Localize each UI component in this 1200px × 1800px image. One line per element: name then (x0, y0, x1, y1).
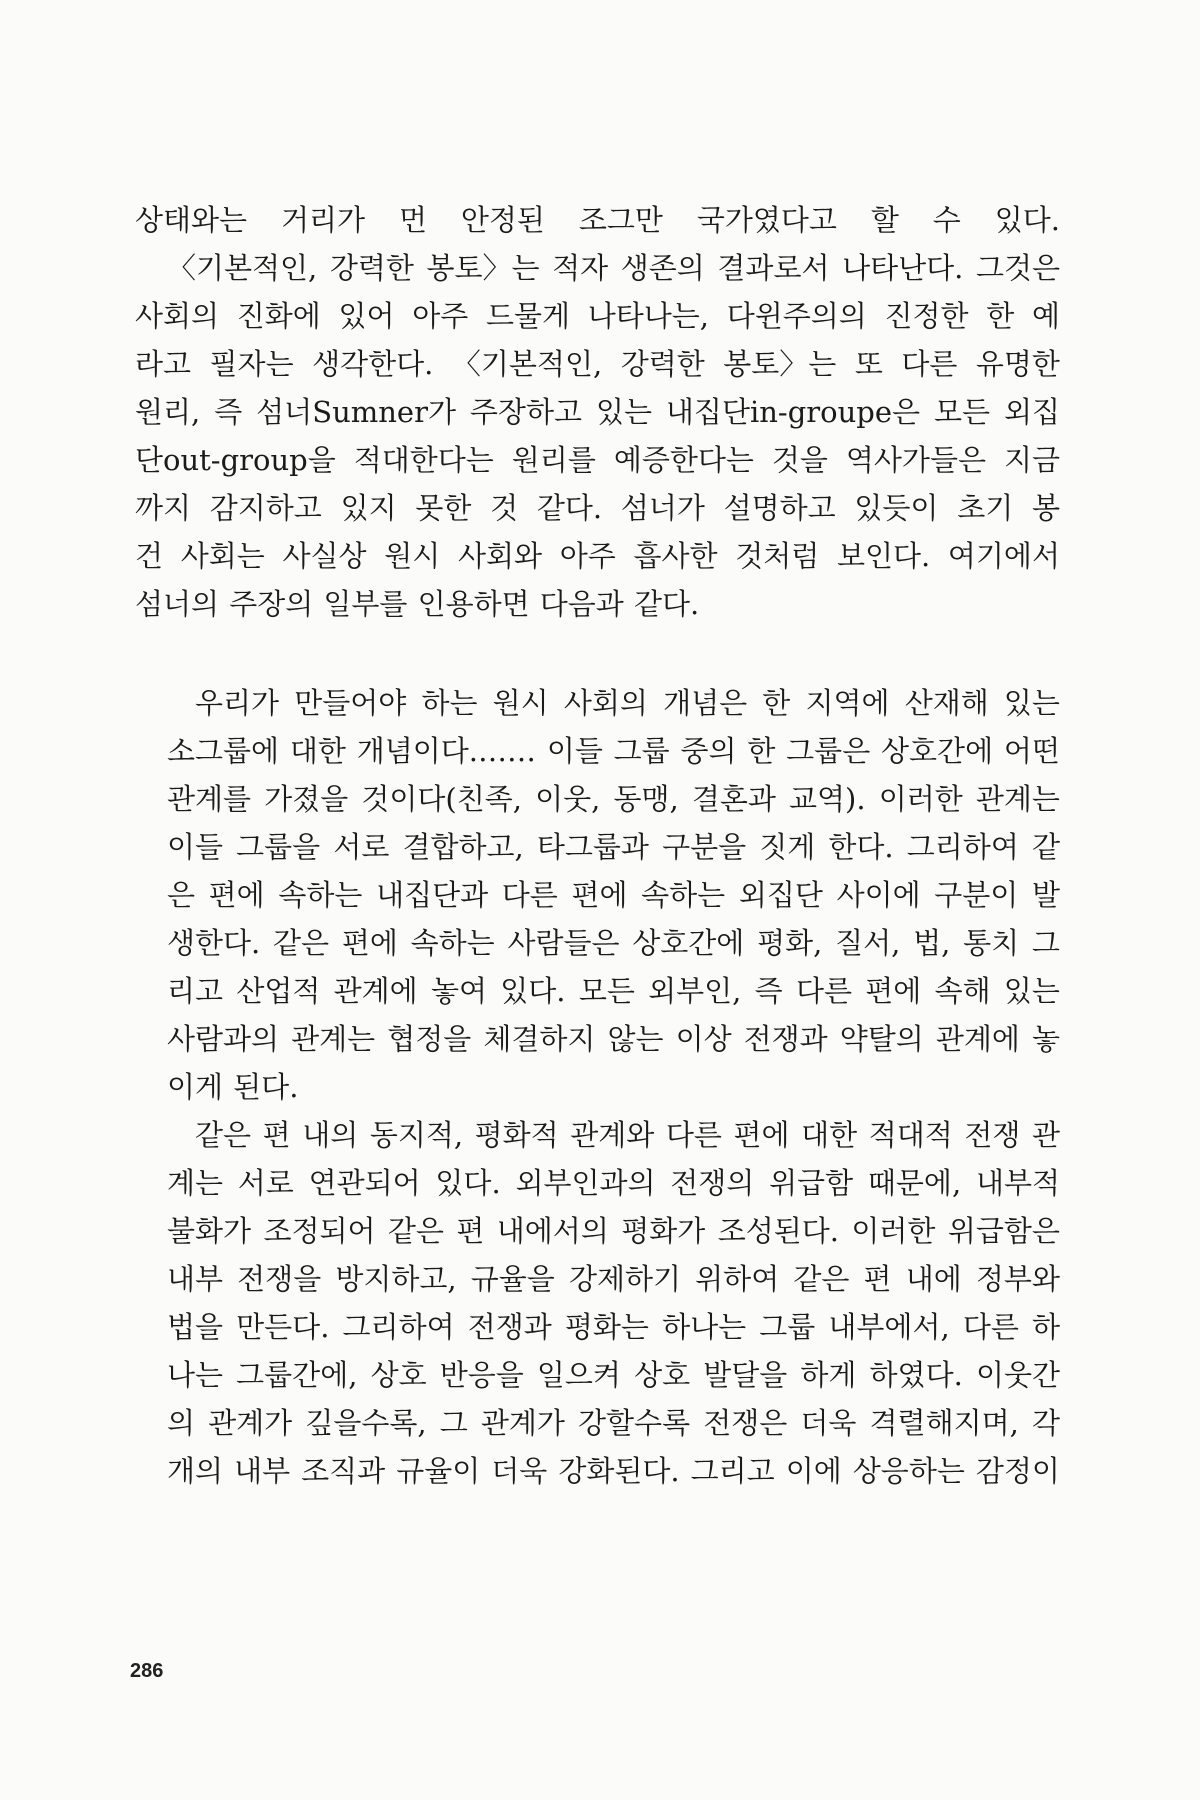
word: 아주 (412, 299, 469, 333)
word: 더욱 (491, 1454, 548, 1488)
word: 전쟁은 (703, 1406, 788, 1440)
word: 원리, (135, 395, 201, 429)
word: 같다. (633, 587, 700, 621)
text-line (167, 727, 1060, 775)
word: 이들 (167, 830, 224, 864)
word: 예증한다는 (613, 443, 754, 477)
word: 아주 (559, 539, 616, 573)
word: 다윈주의의 (726, 299, 867, 333)
word: 섬너가 (620, 491, 705, 525)
word: 원시 (492, 686, 549, 720)
word: 수 (932, 203, 961, 237)
word: 봉 (1031, 491, 1060, 525)
word: 외집 (1003, 395, 1060, 429)
word: 격렬해지며, (869, 1406, 1019, 1440)
word: 인용하면 (417, 587, 530, 621)
word: 않는 (607, 1022, 664, 1056)
word: 조성된다. (717, 1214, 839, 1248)
word: 이게 (167, 1070, 224, 1104)
word: 전쟁의 (670, 1166, 755, 1200)
word: 지역에 (805, 686, 890, 720)
word: 만들어야 (294, 686, 407, 720)
word: 내부 (167, 1262, 224, 1296)
word: 관계는 (975, 782, 1060, 816)
word: 각 (1031, 1406, 1060, 1440)
word: 발달을 (703, 1358, 788, 1392)
word: 속하는 (641, 878, 726, 912)
word: 초기 (957, 491, 1014, 525)
word: 진정한 (884, 299, 969, 333)
text-line (167, 1063, 1060, 1111)
text-line (167, 1303, 1060, 1351)
word: 내집단과 (376, 878, 489, 912)
word: 동지적, (369, 1118, 464, 1152)
word: 전쟁과 (743, 1022, 828, 1056)
word: 의 (167, 1406, 196, 1440)
word: 때문에, (867, 1166, 962, 1200)
word: 관계에 (333, 974, 418, 1008)
word: 여기에서 (947, 539, 1060, 573)
word: 연관되어 (308, 1166, 421, 1200)
word: 관계가 (480, 1406, 565, 1440)
word: 한 (762, 686, 791, 720)
word: 결혼과 (691, 782, 776, 816)
text-line (167, 1111, 1060, 1159)
word: 한 (747, 734, 776, 768)
word: 생존의 (620, 251, 705, 285)
word: 하였다. (869, 1358, 963, 1392)
word: 있는 (595, 395, 652, 429)
word: 내부적 (975, 1166, 1060, 1200)
word: 상호 (370, 1358, 427, 1392)
text-line (167, 775, 1060, 823)
word: 강제하기 (568, 1262, 682, 1296)
word: 강력한 (329, 251, 414, 285)
word: 계는 (167, 1166, 224, 1200)
word: 그룹간에, (236, 1358, 358, 1392)
word: 예 (1031, 299, 1060, 333)
word: 섬너의 (135, 587, 220, 621)
word: 소그룹에 (167, 734, 280, 768)
word: 다른 (665, 1118, 722, 1152)
word: 일부를 (323, 587, 408, 621)
word: 어떤 (1003, 734, 1060, 768)
word: 것 (490, 491, 519, 525)
word: 관계가 (208, 1406, 293, 1440)
word: 결과로서 (717, 251, 830, 285)
word: 라고 (135, 347, 192, 381)
word: 있다. (435, 1166, 501, 1200)
word: 그 (1031, 926, 1060, 960)
word: 전쟁 (964, 1118, 1021, 1152)
word: 불화가 (167, 1214, 252, 1248)
word: 나타난다. (842, 251, 964, 285)
word: 관계는 (291, 1022, 376, 1056)
word: 같은 (793, 1262, 850, 1296)
word: 강화된다. (558, 1454, 680, 1488)
text-line (167, 871, 1060, 919)
word: 있어 (338, 299, 395, 333)
page-number: 286 (130, 1660, 164, 1682)
word: 짓게 (759, 830, 816, 864)
word: 중의 (680, 734, 737, 768)
word: 서로 (237, 1166, 294, 1200)
word: 구분이 (934, 878, 1019, 912)
word: 법을 (167, 1310, 224, 1344)
word: 감정이 (975, 1454, 1060, 1488)
word: 개념은 (663, 686, 748, 720)
word: 내부에서, (828, 1310, 950, 1344)
word: 다른 (795, 974, 852, 1008)
word: 진화에 (236, 299, 321, 333)
word: 그것은 (975, 251, 1060, 285)
text-line (167, 1207, 1060, 1255)
word: 체결하지 (483, 1022, 596, 1056)
word: 즉 (214, 395, 243, 429)
word: 결합하고, (402, 830, 524, 864)
word: 이상 (675, 1022, 732, 1056)
word: 다른 (962, 1310, 1019, 1344)
word: 산재해 (904, 686, 989, 720)
word: 깊을수록, (305, 1406, 427, 1440)
word: 산업적 (236, 974, 321, 1008)
word: 조그만 (578, 203, 663, 237)
word: 편 (262, 1118, 291, 1152)
word: 사회와 (457, 539, 542, 573)
word: 내의 (302, 1118, 359, 1152)
word: 내집단in-groupe은 (665, 395, 921, 429)
word: 그리하여 (342, 1310, 455, 1344)
word: 된다. (233, 1070, 299, 1104)
word: 규율을 (470, 1262, 555, 1296)
word: 편에 (733, 1118, 790, 1152)
word: 있듯이 (854, 491, 939, 525)
word: 사회는 (180, 539, 265, 573)
word: 반응을 (439, 1358, 524, 1392)
word: 다른 (501, 878, 558, 912)
text-line (167, 1159, 1060, 1207)
text-line (135, 532, 1060, 580)
word: 편에 (341, 926, 398, 960)
word: 모든 (578, 974, 635, 1008)
word: 것처럼 (735, 539, 820, 573)
word: 관계에 (935, 1022, 1020, 1056)
word: 사람들은 (507, 926, 620, 960)
word: 대한 (289, 734, 346, 768)
word: 외집단 (738, 878, 823, 912)
word: 더욱 (800, 1406, 857, 1440)
word: 적자 (552, 251, 609, 285)
text-line (167, 967, 1060, 1015)
word: 편에 (865, 974, 922, 1008)
word: 즉 (754, 974, 783, 1008)
word: 할 (870, 203, 899, 237)
word: 속하는 (410, 926, 495, 960)
word: 구분을 (662, 830, 747, 864)
word: 대한 (801, 1118, 858, 1152)
word: 이러한 (878, 782, 963, 816)
word: 이에 (785, 1454, 842, 1488)
word: 강력한 (620, 347, 705, 381)
word: 것이다(친족, (361, 782, 522, 816)
text-line (167, 1351, 1060, 1399)
word: 규율이 (396, 1454, 481, 1488)
word: 정부와 (975, 1262, 1060, 1296)
word: 법, (913, 926, 951, 960)
word: 그룹 (613, 734, 670, 768)
word: 같은 (195, 1118, 252, 1152)
word: 질서, (835, 926, 901, 960)
word: 원리를 (511, 443, 596, 477)
word: 보인다. (836, 539, 931, 573)
intro-paragraphs (135, 196, 1060, 628)
word: 협정을 (387, 1022, 472, 1056)
word: 그룹 (759, 1310, 816, 1344)
word: 일으켜 (536, 1358, 621, 1392)
word: 놓여 (430, 974, 487, 1008)
word: 전쟁과 (467, 1310, 552, 1344)
word: 생한다. (167, 926, 261, 960)
word: 개념이다.…… (356, 734, 536, 768)
text-line (167, 823, 1060, 871)
word: 있다. (500, 974, 566, 1008)
word: 사람과의 (167, 1022, 280, 1056)
text-line (135, 484, 1060, 532)
word: 내에 (905, 1262, 962, 1296)
word: 평화적 (474, 1118, 559, 1152)
word: 교역). (789, 782, 866, 816)
word: 국가였다고 (696, 203, 837, 237)
word: 상호 (634, 1358, 691, 1392)
word: 생각한다. (312, 347, 434, 381)
word: 타그룹과 (536, 830, 649, 864)
block-quote (167, 679, 1060, 1495)
word: 또 (854, 347, 883, 381)
word: 먼 (398, 203, 427, 237)
word: 상태와는 (135, 203, 248, 237)
word: 흡사한 (633, 539, 718, 573)
text-line (135, 340, 1060, 388)
word: 통치 (963, 926, 1020, 960)
text-line (135, 244, 1060, 292)
word: 우리가 (195, 686, 280, 720)
word: 같은 (273, 926, 330, 960)
word: 하 (1031, 1310, 1060, 1344)
word: 상응하는 (852, 1454, 965, 1488)
word: 사이에 (836, 878, 921, 912)
word: 관 (1031, 1118, 1060, 1152)
word: 있다. (994, 203, 1060, 237)
word: 외부인, (648, 974, 742, 1008)
text-line (135, 436, 1060, 484)
text-line (167, 1399, 1060, 1447)
word: 속하는 (278, 878, 363, 912)
text-line (135, 196, 1060, 244)
text-line (167, 1255, 1060, 1303)
word: 전쟁을 (237, 1262, 322, 1296)
word: 그 (439, 1406, 468, 1440)
word: 그룹을 (236, 830, 321, 864)
word: 섬너Sumner가 (256, 395, 456, 429)
text-line (167, 679, 1060, 727)
word: 같다. (536, 491, 603, 525)
text-line (167, 1015, 1060, 1063)
word: 상호간에 (632, 926, 745, 960)
word: 상호간에 (881, 734, 994, 768)
word: 관계와 (570, 1118, 655, 1152)
word: 속해 (934, 974, 991, 1008)
word: 동맹, (613, 782, 679, 816)
word: 설명하고 (723, 491, 836, 525)
word: 서로 (333, 830, 390, 864)
word: 적대한다는 (353, 443, 494, 477)
word: 리고 (167, 974, 224, 1008)
text-line (167, 919, 1060, 967)
word: 약탈의 (839, 1022, 924, 1056)
word: 봉토〉는 (426, 251, 540, 285)
word: 주장의 (229, 587, 314, 621)
word: 편 (456, 1214, 485, 1248)
word: 위급함 (769, 1166, 854, 1200)
word: 강할수록 (578, 1406, 691, 1440)
word: 내에서의 (496, 1214, 609, 1248)
word: 유명한 (975, 347, 1060, 381)
word: 건 (135, 539, 164, 573)
word: 감지하고 (209, 491, 322, 525)
word: 평화가 (621, 1214, 706, 1248)
text-line (167, 1447, 1060, 1495)
word: 이러한 (851, 1214, 936, 1248)
word: 거리가 (280, 203, 366, 237)
word: 다음과 (539, 587, 624, 621)
word: 다른 (901, 347, 958, 381)
word: 〈기본적인, (167, 251, 318, 285)
text-line (135, 388, 1060, 436)
word: 그룹은 (786, 734, 871, 768)
word: 나타나는, (587, 299, 709, 333)
word: 외부인과의 (515, 1166, 656, 1200)
word: 조직과 (301, 1454, 386, 1488)
word: 나는 (167, 1358, 224, 1392)
word: 이들 (546, 734, 603, 768)
word: 같 (1031, 830, 1060, 864)
word: 주장하고 (469, 395, 582, 429)
word: 안정된 (460, 203, 545, 237)
word: 내부 (234, 1454, 291, 1488)
word: 지금 (1003, 443, 1060, 477)
word: 역사가들은 (845, 443, 986, 477)
word: 한 (986, 299, 1015, 333)
text-line (135, 580, 1060, 628)
word: 그리하여 (906, 830, 1019, 864)
word: 원시 (384, 539, 441, 573)
word: 있는 (1003, 686, 1060, 720)
word: 사회의 (563, 686, 648, 720)
word: 하는 (421, 686, 478, 720)
word: 이웃, (535, 782, 601, 816)
word: 〈기본적인, (451, 347, 603, 381)
word: 같은 (387, 1214, 444, 1248)
word: 놓 (1031, 1022, 1060, 1056)
word: 모든 (933, 395, 991, 429)
word: 사실상 (282, 539, 367, 573)
word: 것을 (771, 443, 828, 477)
word: 이웃간 (975, 1358, 1060, 1392)
word: 조정되어 (263, 1214, 376, 1248)
word: 위급함은 (947, 1214, 1060, 1248)
word: 방지하고, (335, 1262, 457, 1296)
word: 편 (863, 1262, 892, 1296)
word: 편에 (208, 878, 265, 912)
word: 필자는 (209, 347, 294, 381)
word: 사회의 (135, 299, 220, 333)
word: 단out-group을 (135, 443, 336, 477)
word: 하나는 (662, 1310, 747, 1344)
word: 은 (167, 878, 196, 912)
word: 가졌을 (264, 782, 349, 816)
word: 개의 (167, 1454, 224, 1488)
word: 까지 (135, 491, 192, 525)
word: 그리고 (690, 1454, 775, 1488)
word: 있는 (1003, 974, 1060, 1008)
word: 있지 (340, 491, 397, 525)
word: 못한 (415, 491, 472, 525)
word: 관계를 (167, 782, 252, 816)
word: 평화, (757, 926, 823, 960)
word: 한다. (828, 830, 894, 864)
word: 드물게 (485, 299, 571, 333)
word: 발 (1031, 878, 1060, 912)
word: 편에 (571, 878, 628, 912)
word: 하게 (800, 1358, 857, 1392)
word: 평화는 (564, 1310, 649, 1344)
word: 만든다. (236, 1310, 330, 1344)
word: 위하여 (695, 1262, 780, 1296)
word: 적대적 (868, 1118, 953, 1152)
text-line (135, 292, 1060, 340)
word: 봉토〉는 (723, 347, 837, 381)
